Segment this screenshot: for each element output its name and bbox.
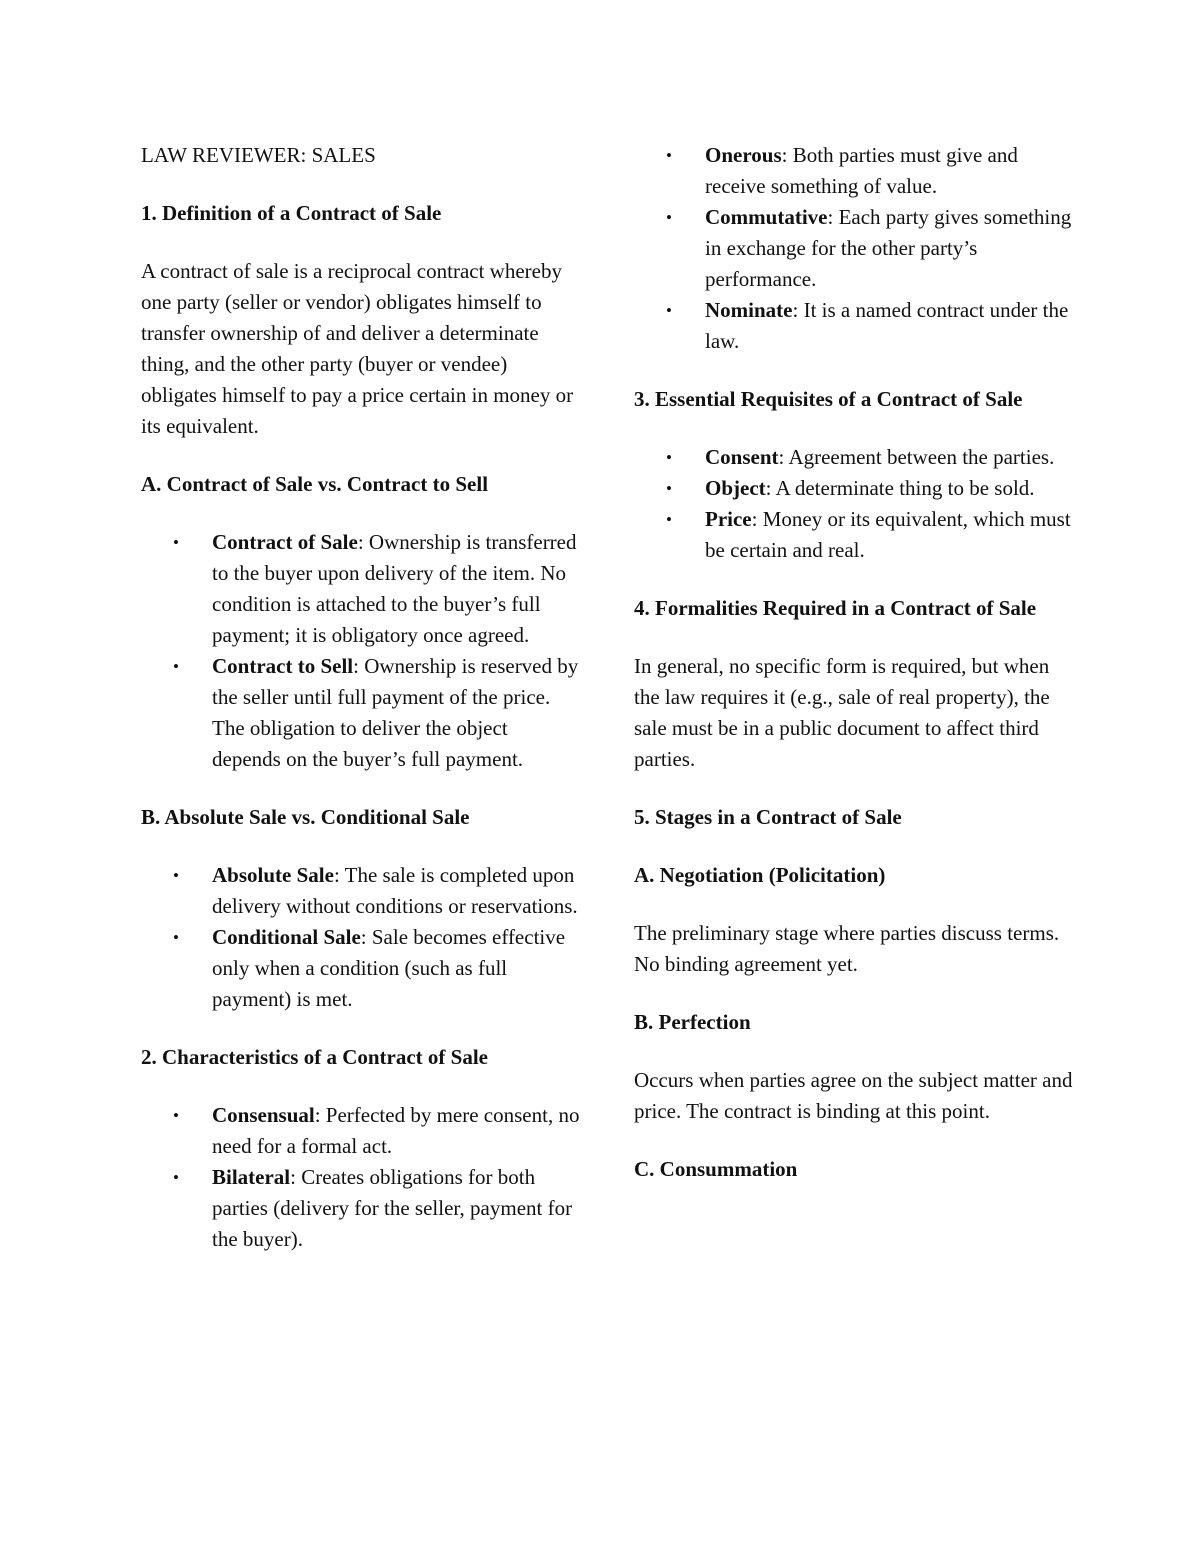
section-a-list bbox=[141, 527, 581, 775]
section-3-list bbox=[634, 442, 1074, 566]
list-item bbox=[141, 860, 581, 922]
section-2-list-part2 bbox=[634, 140, 1074, 357]
list-item-text: : Ownership is transferred to the buyer upon delivery of the item. No condition is attached to the buyer’s full payment; it is obligatory once agreed. bbox=[212, 530, 577, 647]
list-item-term: Nominate bbox=[705, 298, 793, 322]
stage-b-body: Occurs when parties agree on the subject matter and price. The contract is binding at this point. bbox=[634, 1068, 1073, 1123]
bullet-icon: • bbox=[173, 1168, 179, 1187]
stage-b-heading: B. Perfection bbox=[634, 1010, 751, 1034]
list-item-text: : Perfected by mere consent, no need for a formal act. bbox=[212, 1103, 580, 1158]
list-item-term: Consent bbox=[705, 445, 779, 469]
list-item-text: : Money or its equivalent, which must be certain and real. bbox=[705, 507, 1071, 562]
bullet-icon: • bbox=[173, 928, 179, 947]
stage-c-heading: C. Consummation bbox=[634, 1157, 798, 1181]
list-item-term: Conditional Sale bbox=[212, 925, 361, 949]
section-4-heading: 4. Formalities Required in a Contract of Sale bbox=[634, 596, 1037, 620]
bullet-icon: • bbox=[666, 301, 672, 320]
list-item-text: : Both parties must give and receive something of value. bbox=[705, 143, 1018, 198]
bullet-icon: • bbox=[666, 510, 672, 529]
section-1-body: A contract of sale is a reciprocal contract whereby one party (seller or vendor) obligates himself to transfer ownership of and deliver a determinate thing, and the other party (buyer or vendee) obligates himself to pay a price certain in money or its equivalent. bbox=[141, 259, 574, 438]
stage-a-body: The preliminary stage where parties discuss terms. No binding agreement yet. bbox=[634, 921, 1060, 976]
list-item-term: Price bbox=[705, 507, 752, 531]
bullet-icon: • bbox=[173, 866, 179, 885]
list-item bbox=[634, 295, 1074, 357]
bullet-icon: • bbox=[173, 657, 179, 676]
section-b-list bbox=[141, 860, 581, 1015]
list-item-term: Object bbox=[705, 476, 766, 500]
list-item-term: Absolute Sale bbox=[212, 863, 334, 887]
list-item bbox=[141, 922, 581, 1015]
list-item-term: Contract of Sale bbox=[212, 530, 358, 554]
list-item bbox=[141, 1100, 581, 1162]
section-b-heading: B. Absolute Sale vs. Conditional Sale bbox=[141, 805, 470, 829]
list-item bbox=[634, 473, 1074, 504]
bullet-icon: • bbox=[666, 479, 672, 498]
list-item-text: : Ownership is reserved by the seller until full payment of the price. The obligation to deliver the object depends on the buyer’s full payment. bbox=[212, 654, 579, 771]
right-column bbox=[634, 140, 1074, 1212]
bullet-icon: • bbox=[666, 208, 672, 227]
bullet-icon: • bbox=[173, 1106, 179, 1125]
section-5-heading: 5. Stages in a Contract of Sale bbox=[634, 805, 902, 829]
list-item-term: Contract to Sell bbox=[212, 654, 354, 678]
section-2-heading: 2. Characteristics of a Contract of Sale bbox=[141, 1045, 488, 1069]
list-item-text: : Sale becomes effective only when a condition (such as full payment) is met. bbox=[212, 925, 566, 1011]
list-item-text: : Creates obligations for both parties (delivery for the seller, payment for the buyer). bbox=[212, 1165, 573, 1251]
list-item-text: : A determinate thing to be sold. bbox=[765, 476, 1035, 500]
list-item bbox=[141, 651, 581, 775]
list-item-term: Onerous bbox=[705, 143, 782, 167]
list-item bbox=[634, 140, 1074, 202]
list-item-text: : It is a named contract under the law. bbox=[705, 298, 1069, 353]
section-3-heading: 3. Essential Requisites of a Contract of Sale bbox=[634, 387, 1023, 411]
list-item bbox=[141, 1162, 581, 1255]
section-2-list-part1 bbox=[141, 1100, 581, 1255]
bullet-icon: • bbox=[173, 533, 179, 552]
list-item bbox=[634, 504, 1074, 566]
list-item-term: Commutative bbox=[705, 205, 828, 229]
document-title: LAW REVIEWER: SALES bbox=[141, 143, 376, 167]
list-item-text: : The sale is completed upon delivery without conditions or reservations. bbox=[212, 863, 578, 918]
list-item bbox=[634, 442, 1074, 473]
left-column bbox=[141, 140, 581, 1282]
bullet-icon: • bbox=[666, 146, 672, 165]
list-item bbox=[141, 527, 581, 651]
list-item-term: Bilateral bbox=[212, 1165, 291, 1189]
section-1-heading: 1. Definition of a Contract of Sale bbox=[141, 201, 442, 225]
list-item bbox=[634, 202, 1074, 295]
section-4-body: In general, no specific form is required, but when the law requires it (e.g., sale of real property), the sale must be in a public document to affect third parties. bbox=[634, 654, 1050, 771]
list-item-text: : Each party gives something in exchange for the other party’s performance. bbox=[705, 205, 1072, 291]
list-item-term: Consensual bbox=[212, 1103, 315, 1127]
section-a-heading: A. Contract of Sale vs. Contract to Sell bbox=[141, 472, 489, 496]
bullet-icon: • bbox=[666, 448, 672, 467]
list-item-text: : Agreement between the parties. bbox=[778, 445, 1055, 469]
stage-a-heading: A. Negotiation (Policitation) bbox=[634, 863, 886, 887]
